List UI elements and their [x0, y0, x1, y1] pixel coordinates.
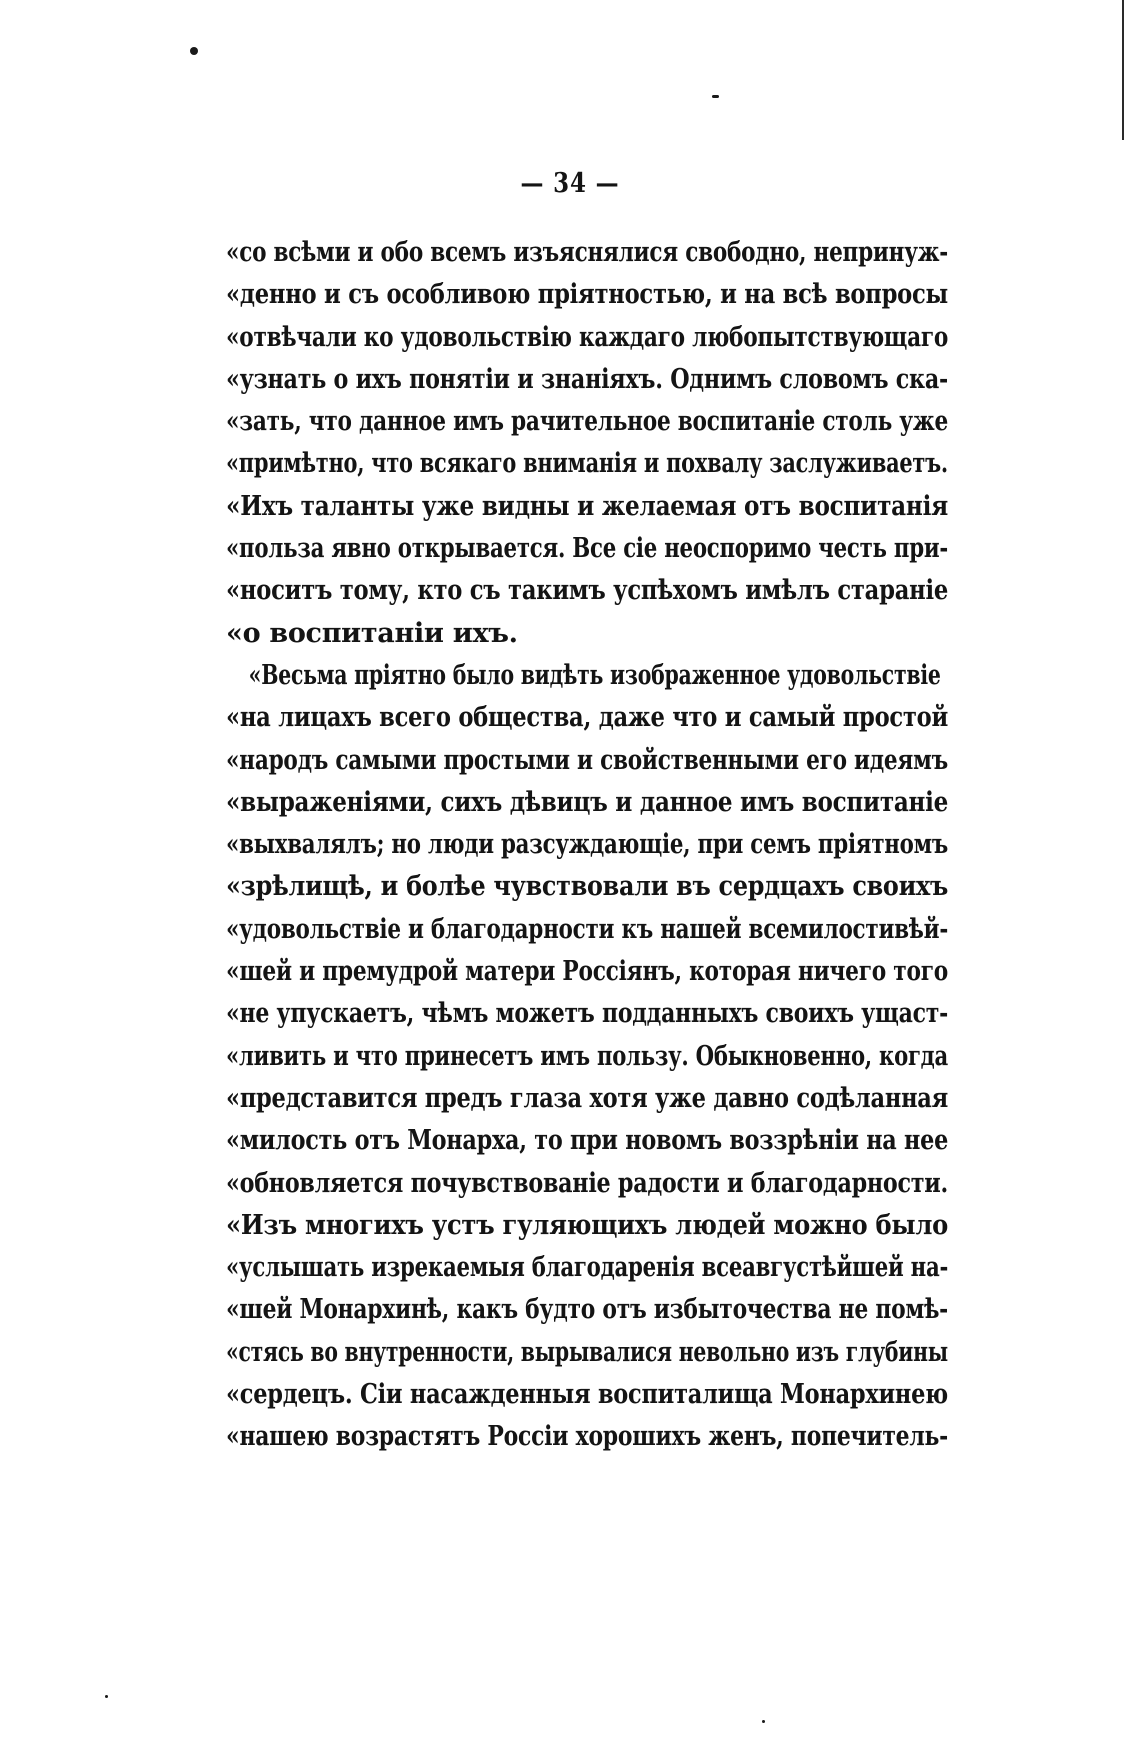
text-line: «обновляется почувствованіе радости и благодарности.	[226, 1167, 949, 1199]
text-line: «выраженіями, сихъ дѣвицъ и данное имъ воспитаніе	[226, 786, 948, 818]
text-line: «узнать о ихъ понятіи и знаніяхъ. Однимъ словомъ ска-	[226, 363, 948, 395]
page-number: — 34 —	[520, 168, 620, 199]
ink-speck	[762, 1720, 765, 1723]
text-line: «шей и премудрой матери Россіянъ, которая ничего того	[226, 956, 948, 988]
text-line: «польза явно открывается. Все сіе неоспоримо честь при-	[226, 533, 948, 565]
page-edge-line	[1122, 0, 1124, 140]
text-line: «Весьма пріятно было видѣть изображенное удовольствіе	[248, 659, 941, 691]
ink-speck	[712, 95, 719, 98]
text-line: «выхвалялъ; но люди разсуждающіе, при семъ пріятномъ	[226, 829, 949, 861]
text-line: «Ихъ таланты уже видны и желаемая отъ воспитанія	[226, 490, 948, 522]
text-line: «ливить и что принесетъ имъ пользу. Обыкновенно, когда	[226, 1040, 948, 1072]
text-line: «милость отъ Монарха, то при новомъ воззрѣніи на нее	[226, 1125, 949, 1157]
ink-speck	[190, 47, 198, 55]
text-line: «отвѣчали ко удовольствію каждаго любопытствующаго	[226, 321, 949, 353]
body-text	[226, 232, 948, 1459]
text-line: «носитъ тому, кто съ такимъ успѣхомъ имѣлъ стараніе	[226, 575, 948, 607]
text-line: «о воспитаніи ихъ.	[226, 617, 518, 649]
text-line: «не упускаетъ, чѣмъ можетъ подданныхъ своихъ ущаст-	[226, 998, 949, 1030]
text-line: «стясь во внутренности, вырывалися невольно изъ глубины	[226, 1336, 948, 1368]
text-line: «зрѣлищѣ, и болѣе чувствовали въ сердцахъ своихъ	[226, 871, 948, 903]
text-line: «Изъ многихъ устъ гуляющихъ людей можно было	[226, 1209, 948, 1241]
text-line: «шей Монархинѣ, какъ будто отъ избыточества не помѣ-	[226, 1294, 948, 1326]
text-line: «сердецъ. Сіи насажденныя воспиталища Монархинею	[226, 1379, 948, 1411]
text-line: «на лицахъ всего общества, даже что и самый простой	[226, 702, 949, 734]
text-line: «зать, что данное имъ рачительное воспитаніе столь уже	[226, 406, 949, 438]
text-line: «народъ самыми простыми и свойственными его идеямъ	[226, 744, 948, 776]
text-line: «примѣтно, что всякаго вниманія и похвалу заслуживаетъ.	[226, 448, 948, 480]
text-line: «денно и съ особливою пріятностью, и на всѣ вопросы	[226, 279, 949, 311]
text-line: «услышать изрекаемыя благодаренія всеавгустѣйшей на-	[226, 1252, 949, 1284]
text-line: «представится предъ глаза хотя уже давно содѣланная	[226, 1082, 949, 1114]
text-line: «нашею возрастятъ Россіи хорошихъ женъ, попечитель-	[226, 1421, 949, 1453]
paragraph	[226, 232, 948, 655]
paragraph	[226, 655, 948, 1459]
text-line: «удовольствіе и благодарности къ нашей всемилостивѣй-	[226, 913, 949, 945]
ink-speck	[105, 1695, 108, 1698]
text-line: «со всѣми и обо всемъ изъяснялися свободно, непринуж-	[226, 237, 948, 268]
